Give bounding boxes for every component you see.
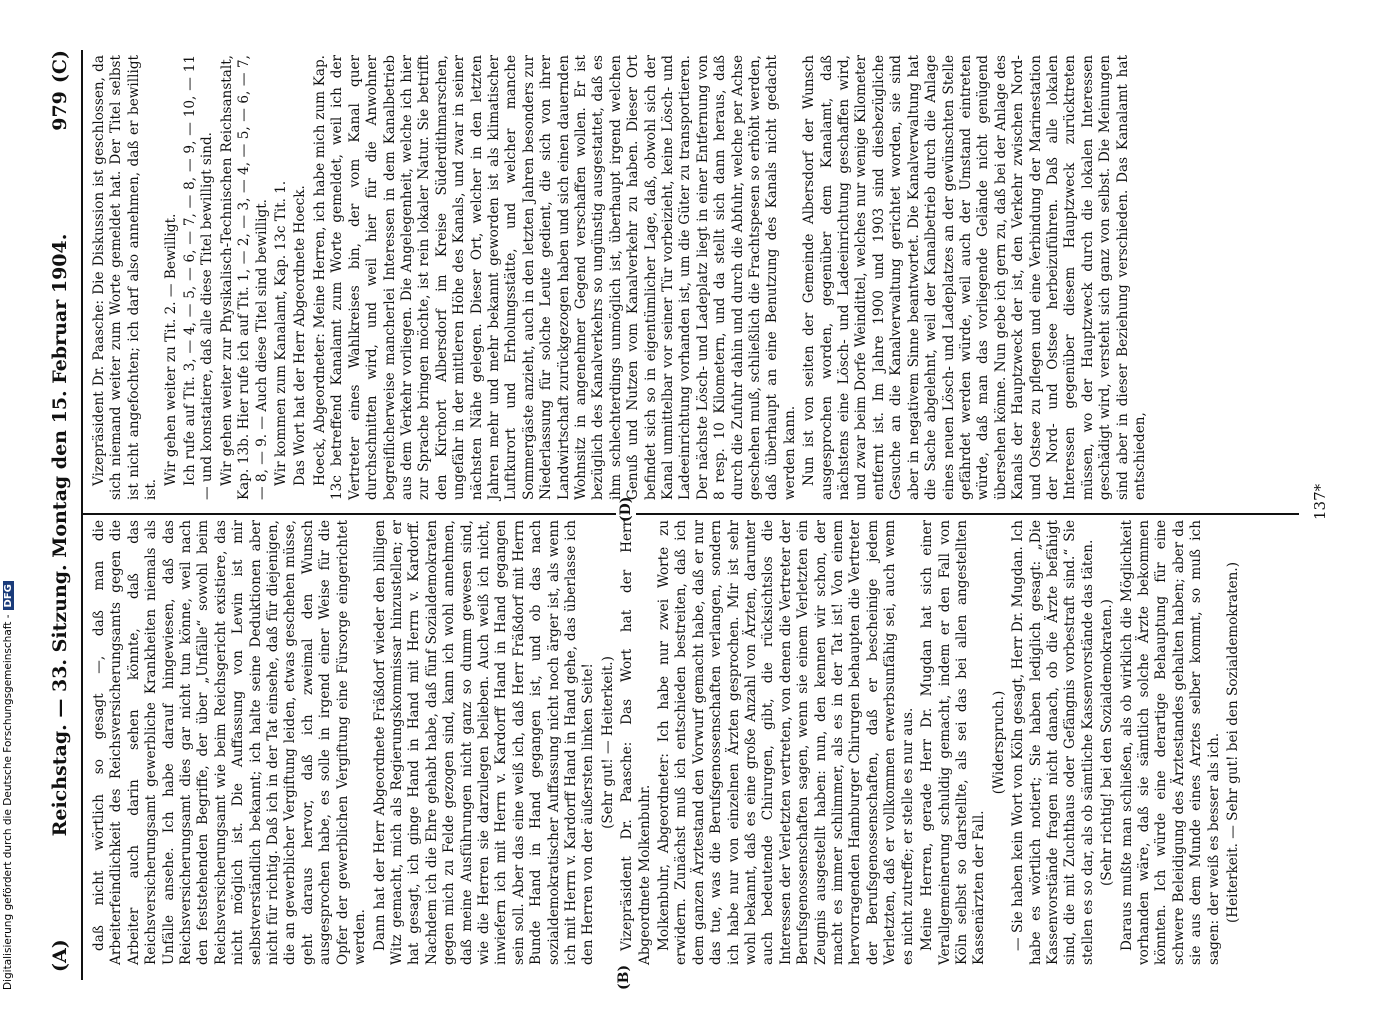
marker-b: (B) [616, 964, 632, 990]
paragraph: Das Wort hat der Herr Abgeordnete Hoeck. [292, 185, 309, 486]
paragraph: Vizepräsident Dr. Paasche: Die Diskussion ist geschlossen, da sich niemand weiter zum Worte gemeldet hat. Der Titel selbst ist nicht angefochten; ich darf also annehmen, daß er bewilligt ist. [91, 55, 160, 500]
page-signature: 137* [1311, 483, 1329, 520]
column-divider [83, 513, 1299, 515]
left-column [91, 520, 1244, 965]
interjection: (Widerspruch.) [990, 690, 1007, 795]
paragraph: Nun ist von seiten der Gemeinde Albersdorf der Wunsch ausgesprochen worden, gegenüber dem Kanalamt, daß nächstens eine Lösch- und Ladeeinrichtung geschaffen wird, und zwar beim Dorfe Weindittel, welches nur wenige Kilometer entfernt ist. Im Jahre 1900 und 1903 sind diesbezügliche Gesuche an die Kanalverwaltung gerichtet worden, sie sind aber in negativem Sinne beantwortet. Die Kanalverwaltung hat die Sache abgelehnt, weil der Kanalbetrieb durch die Anlage eines neuen Lösch- und Ladeplatzes an der gewünschten Stelle gefährdet werden würde, weil auch der Umstand eintreten würde, daß man das vorliegende Gelände nicht genügend übersehen könne. Nun gebe ich gern zu, daß bei der Anlage des Kanals der Hauptzweck der ist, den Verkehr zwischen Nord- und Ostsee zu pflegen und eine Verbindung der Marinestation der Nord- und Ostsee herbeizuführen. Daß alle lokalen Interessen gegenüber diesem Hauptzweck zurücktreten müssen, wo der Hauptzweck durch die lokalen Interessen geschädigt wird, versteht sich ganz von selbst. Die Meinungen sind aber in dieser Beziehung verschieden. Das Kanalamt hat entschieden, [801, 55, 1148, 500]
credit-text: Digitalisierung gefördert durch die Deutsche Forschungsgemeinschaft - [2, 614, 14, 990]
paragraph: Ich rufe auf Tit. 3, — 4, — 5, — 6, — 7, — 8, — 9, — 10, — 11 — und konstatiere, daß alle diese Titel bewilligt sind. [182, 55, 216, 500]
paragraph: Daraus mußte man schließen, als ob wirklich die Möglichkeit vorhanden wäre, daß sie sämtlich solche Ärzte bekommen könnten. Ich würde eine derartige Behauptung für eine schwere Beleidigung des Ärztestandes gehalten haben; aber da sie aus dem Munde eines Arztes selber kommt, so muß ich sagen: der weiß es besser als ich. [1118, 520, 1222, 965]
scanned-page [31, 20, 1351, 1020]
paragraph: Hoeck, Abgeordneter: Meine Herren, ich habe mich zum Kap. 13c betreffend Kanalamt zum Worte gemeldet, weil ich der Vertreter eines Wahlkreises bin, der vom Kanal quer durchschnitten wird, und weil hier für die Anwohner begreiflicherweise mancherlei Interessen in dem Kanalbetrieb aus dem Verkehr vorliegen. Die Angelegenheit, welche ich hier zur Sprache bringen möchte, ist rein lokaler Natur. Sie betrifft den Kirchort Albersdorf im Kreise Süderdithmarschen, ungefähr in der mittleren Höhe des Kanals, und zwar in seiner nächsten Nähe gelegen. Dieser Ort, welcher in den letzten Jahren mehr und mehr bekannt geworden ist als klimatischer Luftkurort und Erholungsstätte, und welcher manche Sommergäste anzieht, auch in den letzten Jahren besonders zur Niederlassung für solche Leute gedient, die sich von ihrer Landwirtschaft zurückgezogen haben und sich einen dauernden Wohnsitz in angenehmer Gegend verschaffen wollen. Er ist bezüglich des Kanalverkehrs so ungünstig ausgestattet, daß es ihm schlechterdings unmöglich ist, überhaupt irgend welchen Genuß und Nutzen vom Kanalverkehr zu haben. Dieser Ort befindet sich so in eigentümlicher Lage, daß, obwohl sich der Kanal unmittelbar vor seiner Tür vorbeizieht, keine Lösch- und Ladeeinrichtung vorhanden ist, um die Güter zu transportieren. Der nächste Lösch- und Ladeplatz liegt in einer Entfernung von 8 resp. 10 Kilometern, und da stellt sich dann heraus, daß durch die Zufuhr dahin und durch die Abfuhr, welche per Achse geschehen muß, schließlich die Frachtspesen so erhöht werden, daß überhaupt an eine Benutzung des Kanals nicht gedacht werden kann. [311, 55, 798, 500]
paragraph: — Sie haben kein Wort von Köln gesagt, Herr Dr. Mugdan. Ich habe es wörtlich notiert; Sie haben lediglich gesagt: „Die Kassenvorstände fragen nicht danach, ob die Ärzte befähigt sind, die mit Zuchthaus oder Gefängnis vorbestraft sind.“ Sie stellen es so dar, als ob sämtliche Kassenvorstände das täten. [1010, 520, 1096, 965]
right-column [91, 55, 1151, 500]
dfg-logo-icon: DFG [3, 581, 14, 610]
page-header [43, 50, 77, 972]
paragraph: Molkenbuhr, Abgeordneter: Ich habe nur zwei Worte zu erwidern. Zunächst muß ich entschieden bestreiten, daß ich dem ganzen Ärztestand den Vorwurf gemacht habe, daß er nur das tue, was die Berufsgenossenschaften verlangen, sondern ich habe nur von einzelnen Ärzten gesprochen. Mir ist sehr wohl bekannt, daß es eine große Anzahl von Ärzten, darunter auch bedeutende Chirurgen, gibt, die rücksichtslos die Interessen der Verletzten vertreten, von denen die Vertreter der Berufsgenossenschaften sagen, wenn sie einem Verletzten ein Zeugnis ausgestellt haben: nun, den kennen wir schon, der macht es immer schlimmer, als es in der Tat ist! Von einem hervorragenden Hamburger Chirurgen behaupten die Vertreter der Berufsgenossenschaften, daß er bescheinige jedem Verletzten, daß er vollkommen erwerbsunfähig sei, auch wenn es nicht zutreffe; er stelle es nur aus. [656, 520, 916, 965]
marker-c: (C) [49, 50, 71, 84]
marker-d: (D) [618, 496, 634, 522]
paragraph: Meine Herren, gerade Herr Dr. Mugdan hat sich einer Verallgemeinerung schuldig gemacht, indem er den Fall von Köln selbst so darstellte, als sei das bei allen angestellten Kassenärzten der Fall. [919, 520, 988, 965]
interjection: (Sehr richtig! bei den Sozialdemokraten.) [1099, 599, 1116, 886]
paragraph: daß nicht wörtlich so gesagt —, daß man die Arbeiterfeindlichkeit des Reichsversicherungsamts gegen die Arbeiter auch darin sehen könnte, daß das Reichsversicherungsamt gewerbliche Krankheiten niemals als Unfälle ansehe. Ich habe darauf hingewiesen, daß das Reichsversicherungsamt dies gar nicht tun könne, weil nach den feststehenden Begriffe, der über „Unfälle“ sowohl beim Reichsversicherungsamt wie beim Reichsgericht existiere, das nicht möglich ist. Die Auffassung von Lewin ist mir selbstverständlich bekannt; ich halte seine Deduktionen aber nicht für richtig. Daß ich in der Tat einsehe, daß für diejenigen, die an gewerblicher Vergiftung leiden, etwas geschehen müsse, geht daraus hervor, daß ich zweimal den Wunsch ausgesprochen habe, es solle in irgend einer Weise für die Opfer der gewerblichen Vergiftung eine Fürsorge eingerichtet werden. [91, 520, 369, 965]
paragraph: Vizepräsident Dr. Paasche: Das Wort hat der Herr Abgeordnete Molkenbuhr. [619, 520, 653, 965]
interjection: (Heiterkeit. — Sehr gut! bei den Sozialdemokraten.) [1225, 561, 1241, 924]
paragraph: Wir gehen weiter zu Tit. 2. — Bewilligt. [162, 213, 179, 486]
interjection: (Sehr gut! — Heiterkeit.) [599, 656, 616, 829]
paragraph: Dann hat der Herr Abgeordnete Fräßdorf wieder den billigen Witz gemacht, mich als Regierungskommissar hinzustellen; er hat gesagt, ich ginge Hand in Hand mit Herrn v. Kardorff. Nachdem ich die Ehre gehabt habe, daß fünf Sozialdemokraten gegen mich zu Felde gezogen sind, kann ich wohl annehmen, daß meine Ausführungen nicht ganz so dumm gewesen sind, wie die Herren sie darzulegen belieben. Auch weiß ich nicht, inwiefern ich mit Herrn v. Kardorff Hand in Hand gegangen sein soll. Aber das eine weiß ich, daß Herr Fräßdorf mit Herrn Bunde Hand in Hand gegangen ist, und ob das nach sozialdemokratischer Auffassung nicht noch ärger ist, als wenn ich mit Herrn v. Kardorff Hand in Hand gehe, das überlasse ich den Herren von der äußersten linken Seite! [371, 520, 597, 965]
paragraph: Wir gehen weiter zur Physikalisch-Technischen Reichsanstalt, Kap. 13b. Hier rufe ich auf Tit. 1, — 2, — 3, — 4, — 5, — 6, — 7, — 8, — 9. — Auch diese Titel sind bewilligt. [218, 55, 270, 500]
page-title: Reichstag. — 33. Sitzung. Montag den 15. Februar 1904. [49, 233, 71, 837]
header-rule [81, 50, 83, 980]
digitization-credit [2, 581, 14, 990]
marker-a: (A) [49, 939, 71, 972]
paragraph: Wir kommen zum Kanalamt, Kap. 13c Tit. 1. [273, 180, 290, 486]
page-number: 979 [49, 91, 71, 131]
